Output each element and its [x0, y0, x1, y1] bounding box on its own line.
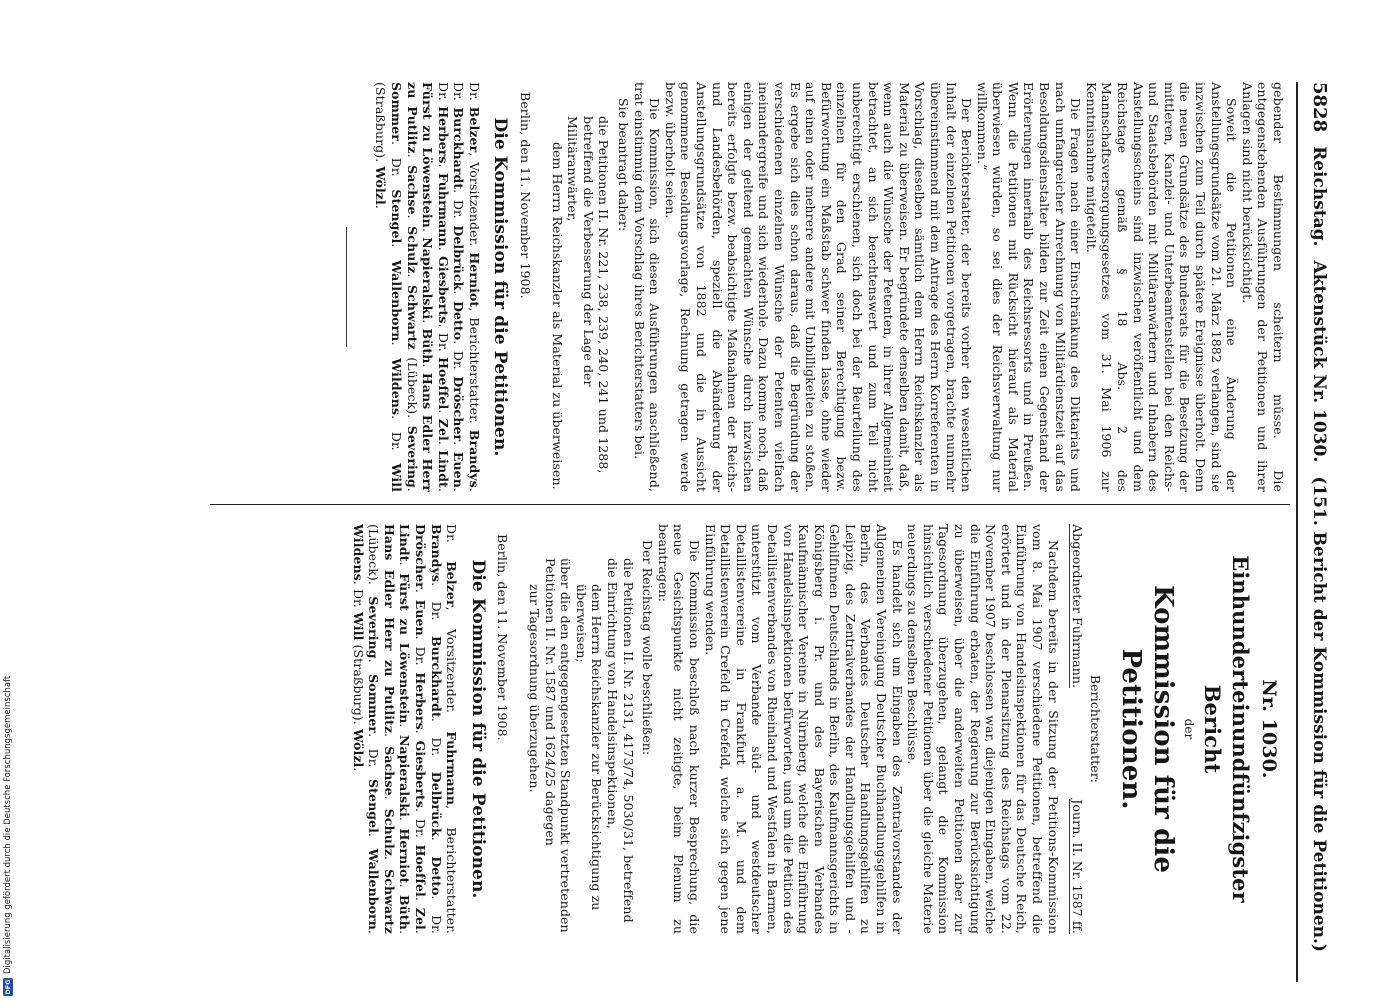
member-name: Büth — [420, 328, 436, 364]
left-column — [346, 82, 1286, 492]
commission-member — [420, 237, 435, 328]
page-number: 5828 — [1309, 82, 1330, 133]
commission-member — [373, 166, 388, 209]
left-paragraph-5: Die Kommission, sich diesen Ausführungen anschließend, trat einstimmig dem Vorschlag ihres Berichterstatters bei. — [631, 82, 663, 492]
member-role: , Berichterstatter. — [466, 307, 482, 430]
commission-member — [413, 647, 428, 741]
commission-member — [397, 524, 412, 573]
member-name: Burckhardt — [451, 107, 467, 190]
commission-member — [405, 165, 420, 226]
right-motion — [526, 558, 635, 934]
left-motion — [549, 116, 611, 492]
member-name: Will — [388, 463, 404, 492]
member-title: Dr. — [451, 82, 467, 108]
member-role: , Berichterstatter. — [444, 805, 460, 934]
member-role: . — [466, 487, 482, 492]
left-date: Berlin, den 11. November 1908. — [518, 92, 534, 299]
member-title: Dr. — [388, 431, 404, 464]
commission-member — [451, 82, 466, 200]
member-role: . — [451, 340, 467, 351]
credit-text: Digitalisierung gefördert durch die Deutsche Forschungsgemeinschaft — [3, 675, 13, 974]
commission-member — [382, 746, 397, 809]
member-name: Schulz — [381, 808, 397, 857]
member-name: Lindt — [397, 524, 413, 562]
member-role: . — [420, 227, 436, 238]
member-role: . — [435, 163, 451, 173]
commission-member — [397, 573, 412, 735]
member-name: Herniot — [397, 828, 413, 884]
member-role: (Lübeck). — [404, 349, 420, 426]
left-end-rule — [346, 227, 347, 347]
member-role: . — [428, 717, 444, 738]
member-name: Detto — [428, 856, 444, 896]
left-paragraph-3: Die Fragen nach einer Einschränkung des Diktariats und nach umfangreicher Anrechnung von Militärdienstzeit auf das Besoldungsdienstalter bilden zur Zeit einen Gegenstand der Erörterungen innerhalb des Reichsressorts und in Preußen. Wenn die Petitionen mit Rücksicht hierauf als Material überwiesen würden, so sei dies der Reichsverwaltung nur willkommen.“ — [974, 82, 1084, 492]
commission-member — [451, 452, 466, 492]
member-role: , Vorsitzender. — [444, 606, 460, 732]
member-name: Herbers — [435, 106, 451, 164]
member-role: . — [397, 883, 413, 896]
left-motion-petitions: die Petitionen II. Nr. 221, 238, 239, 240, 241 und 1288, betreffend die Verbesserung der Lage der Militäranwärter, — [565, 116, 612, 474]
member-title: Dr. — [435, 82, 451, 107]
left-paragraph-2: Soweit die Petitionen eine Änderung der Anstellungsgrundsätze vom 21. März 1882 verlangen, sind sie inzwischen zum Teil durch spätere Ereignisse überholt. Denn die neuen Grundsätze des Bundesrats für die Besetzung der mittleren, Kanzlei- und Unterbeamtenstellen bei den Reichs- und Staatsbehörden mit Militäranwärtern und Inhabern des Anstellungsscheins sind inzwischen veröffentlicht und dem Reichstage gemäß § 18 Abs. 2 des Mannschaftsversorgungsgesetzes vom 31. Mai 1906 zur Kenntnisnahme mitgeteilt. — [1083, 82, 1240, 492]
member-role: . — [381, 733, 397, 747]
commission-member — [444, 731, 459, 934]
member-name: Wallenborn — [366, 848, 382, 930]
reporter-label: Berichterstatter: — [1087, 674, 1103, 784]
member-name: Hoeffel — [435, 357, 451, 410]
member-role: . — [420, 363, 436, 373]
member-role: . — [435, 323, 451, 333]
commission-member — [451, 301, 466, 351]
member-role: . — [373, 204, 389, 209]
commission-member — [451, 351, 466, 452]
commission-member — [382, 524, 397, 746]
member-title: Dr. — [444, 524, 460, 562]
scanned-page — [180, 72, 1330, 992]
member-name: Hans Edler Herr zu Putlitz — [404, 82, 436, 492]
member-name: Fuhrmann — [444, 731, 460, 806]
member-name: Stengel — [388, 189, 404, 244]
member-role: . — [420, 319, 436, 329]
member-name: Sommer — [388, 82, 404, 141]
member-role: . — [428, 895, 444, 916]
member-name: Giesberts — [413, 740, 429, 809]
member-name: Delbrück — [451, 225, 467, 291]
member-name: Herbers — [413, 672, 429, 730]
member-name: Burckhardt — [428, 636, 444, 718]
member-role: . — [366, 733, 382, 749]
right-date: Berlin, den 11. November 1908. — [495, 534, 511, 741]
member-name: Zel — [435, 418, 451, 441]
commission-member — [405, 285, 420, 426]
commission-member — [444, 524, 459, 731]
header-rule — [1296, 82, 1298, 982]
member-role: . — [404, 487, 420, 492]
member-role: . — [435, 246, 451, 257]
commission-member — [405, 226, 420, 285]
member-name: Wallenborn — [388, 260, 404, 342]
member-role: . — [404, 273, 420, 285]
right-commission-title: Die Kommission für die Petitionen. — [467, 559, 488, 899]
member-role: . — [366, 929, 382, 934]
right-paragraph-4: Der Reichstag wolle beschließen: — [640, 540, 656, 756]
member-role: . — [381, 795, 397, 809]
member-role: . — [413, 808, 429, 819]
commission-member — [397, 895, 412, 934]
member-name: Wildens — [350, 524, 366, 581]
commission-member — [366, 849, 381, 934]
member-name: Dröscher — [413, 524, 429, 589]
member-name: Fuhrmann — [435, 172, 451, 247]
commission-member — [429, 602, 444, 738]
left-paragraph-4: Der Berichterstatter, der bereits vorher den wesentlichen Inhalt der einzelnen Petitionen vorgetragen, brachte nunmehr übereinstimmend mit dem Antrage des Herrn Korreferenten in Vorschlag, dieselben sämtlich dem Herrn Reichskanzler als Material zu überweisen. Er begründete denselben damit, daß, wenn auch die Wünsche der Petenten, in ihrer Allgemeinheit betrachtet, an sich beachtenswert und zum Teil nicht unberechtigt erschienen, sich doch bei der Beurteilung des einzelnen für den Grad seiner Berechtigung bezw. Befürwortung ein Maßstab schwer finden lasse, ohne wieder auf einen oder mehrere andere mit Unbilligkeiten zu stoßen. Es ergebe sich dies schon daraus, daß die Begründung der verschiedenen einzelnen Wünsche der Petenten vielfach ineinandergreife und sich wiederhole. Dazu komme noch, daß einigen der geltend gemachten Wünsche durch inzwischen bereits erfolgte bezw. beabsichtigte Maßnahmen der Reichs- und Landesbehörden, speziell die Abänderung der Anstellungsgrundsätze von 1882 und die in Aussicht genommene Besoldungsvorlage, Rechnung getragen werde bezw. überholt seien. — [662, 82, 975, 492]
member-name: Wildens — [388, 358, 404, 416]
report-number: Nr. 1030. — [1258, 679, 1280, 779]
member-role: . — [428, 836, 444, 857]
right-paragraph-2: Es handelt sich um Eingaben des Zentralvorstandes der Allgemeinen Vereinigung Deutscher Buchhandlungsgehilfen in Berlin, des Verbandes Deutscher Handlungsgehilfen zu Leipzig, des Zentralverbandes der Handlungsgehilfen und -Gehilfinnen Deutschlands in Berlin, des Kaufmannsgerichts in Königsberg i. Pr. und des Bayerischen Verbandes Kaufmännischer Vereine in Nürnberg, welche die Einführung von Handelsinspektionen befürworten, und um die Petition des Detaillistenverbandes von Rheinland und Westfalen in Barmen, unterstützt vom Verbande süd- und westdeutscher Detaillistenvereine in Frankfurt a. M. und dem Detaillistenverein Crefeld in Crefeld, welche sich gegen jene Einführung wenden. — [702, 524, 905, 934]
member-title: Dr. — [451, 199, 467, 226]
member-role: . — [428, 582, 444, 602]
member-role: . — [413, 896, 429, 908]
member-role: (Straßburg). — [350, 640, 366, 729]
member-role: . — [413, 729, 429, 741]
commission-member — [436, 173, 451, 256]
member-name: Delbrück — [428, 771, 444, 837]
member-title: Dr. — [466, 82, 482, 107]
member-role: . — [366, 833, 382, 849]
member-name: Brandys — [466, 429, 482, 488]
member-name: Detto — [451, 301, 467, 341]
member-role: . — [397, 561, 413, 574]
member-role: . — [435, 440, 451, 451]
member-name: Büth — [397, 895, 413, 930]
commission-member — [467, 252, 482, 429]
commission-member — [397, 828, 412, 895]
member-role: . — [397, 929, 413, 935]
member-title: Dr. — [388, 157, 404, 190]
commission-member — [436, 333, 451, 419]
member-role: (Lübeck). — [366, 524, 382, 597]
left-member-list — [373, 82, 482, 492]
member-role: . — [451, 441, 467, 452]
commission-member — [436, 450, 451, 492]
member-title: Dr. — [366, 748, 382, 780]
right-paragraph-3: Die Kommission beschloß nach kurzer Besprechung, die neue Gesichtspunkte nicht zeitigte, beim Plenum zu beantragen: — [655, 524, 702, 934]
commission-member — [429, 856, 444, 915]
member-role: . — [451, 487, 467, 492]
commission-member — [436, 256, 451, 333]
commission-member — [429, 524, 444, 602]
member-role: , Vorsitzender. — [466, 152, 482, 253]
commission-member — [389, 358, 404, 432]
member-name: Severing — [404, 425, 420, 488]
commission-member — [366, 674, 381, 749]
right-motion-action-2: zur Tagesordnung überzugehen. — [527, 584, 543, 793]
commission-member — [413, 819, 428, 908]
commission-member — [389, 158, 404, 260]
member-name: Severing — [366, 596, 382, 659]
member-name: Belzer — [466, 106, 482, 153]
member-title: Dr. — [428, 915, 444, 934]
commission-member — [351, 524, 366, 589]
member-name: Herniot — [466, 252, 482, 308]
member-role: (Straßburg). — [373, 82, 389, 167]
member-name: Lindt — [435, 450, 451, 488]
member-name: Hans Edler Herr zu Putlitz — [381, 524, 397, 734]
member-name: Zel — [413, 907, 429, 930]
member-title: Dr. — [428, 737, 444, 772]
commission-member — [382, 809, 397, 869]
commission-member — [436, 419, 451, 451]
commission-member — [413, 908, 428, 934]
member-title: Dr. — [428, 601, 444, 637]
commission-member — [451, 200, 466, 301]
reporter-name: Abgeordneter Fuhrmann. — [1070, 524, 1086, 689]
commission-member — [366, 749, 381, 849]
report-subject: (151. Bericht der Kommission für die Petitionen.) — [1309, 476, 1329, 952]
member-role: . — [381, 856, 397, 870]
member-title: Dr. — [350, 589, 366, 612]
commission-member — [413, 600, 428, 647]
reporter-row — [1069, 524, 1086, 934]
member-title: Dr. — [451, 350, 467, 377]
left-paragraph-1: gebender Bestimmungen scheitern müsse. Die entgegenstehenden Ausführungen der Petitionen und ihrer Anlagen sind nicht berücksichtigt. — [1239, 82, 1286, 492]
commission-heading: Kommission für die Petitionen. — [1115, 585, 1178, 873]
member-name: Stengel — [366, 779, 382, 834]
member-name: Napieralski — [420, 237, 436, 320]
member-name: Euen — [451, 451, 467, 488]
dfg-logo: DFG — [4, 979, 12, 995]
member-role: . — [350, 580, 366, 589]
right-motion-counter-petitions: über die den entgegengesetzten Standpunkt vertretenden Petitionen II. Nr. 1587 und 1624/25 dagegen — [542, 558, 574, 933]
member-name: Wölzl — [373, 166, 389, 205]
report-title: Einhunderteinundfünfzigster Bericht — [1200, 555, 1254, 903]
commission-member — [436, 82, 451, 173]
digitization-credit — [2, 596, 14, 996]
member-title: Dr. — [435, 332, 451, 358]
member-role: . — [413, 588, 429, 600]
member-role: . — [388, 415, 404, 432]
member-role: . — [388, 341, 404, 359]
member-role: . — [388, 140, 404, 158]
member-role: . — [366, 658, 382, 675]
member-name: Hoeffel — [413, 844, 429, 897]
member-name: Dröscher — [451, 376, 467, 442]
member-name: Schwartz — [381, 869, 397, 934]
member-name: Will — [350, 611, 366, 641]
member-role: . — [397, 816, 413, 829]
member-role: . — [404, 214, 420, 227]
member-name: Schulz — [404, 226, 420, 274]
member-name: Giesberts — [435, 256, 451, 324]
right-paragraph-1: Nachdem bereits in der Sitzung der Petitions-Kommission vom 8. Mai 1907 verschiedene Petitionen, betreffend die Einführung von Handelsinspektionen für das Deutsche Reich, erörtert und in der Plenarsitzung des Reichstags vom 22. November 1907 beschlossen war, diejenigen Eingaben, welche die Einführung erbaten, der Regierung zur Berücksichtigung zu überweisen, über die anderweiten Petitionen aber zur Tagesordnung überzugehen, gelangt die Kommission hinsichtlich verschiedener Petitionen über die gleiche Materie neuerdings zu denselben Beschlüsse. — [905, 524, 1061, 934]
commission-member — [405, 426, 420, 492]
commission-member — [351, 729, 366, 772]
member-title: Dr. — [413, 818, 429, 845]
member-role: . — [397, 723, 413, 735]
member-role: . — [413, 929, 429, 934]
right-member-list — [350, 524, 459, 934]
commission-member — [389, 260, 404, 358]
commission-member — [389, 82, 404, 158]
report-title-der: der — [1182, 718, 1197, 740]
left-motion-action: dem Herrn Reichskanzler als Material zu überweisen. — [549, 142, 565, 490]
commission-member — [351, 589, 366, 729]
commission-member — [467, 82, 482, 252]
commission-member — [420, 329, 435, 373]
member-name: Schwartz — [404, 284, 420, 350]
member-name: Belzer — [444, 561, 460, 607]
column-divider — [210, 504, 1290, 505]
member-name: Fürst zu Löwenstein — [420, 82, 436, 228]
document-number: Aktenstück Nr. 1030. — [1309, 260, 1329, 463]
member-name: Brandys — [428, 524, 444, 583]
member-name: Wölzl — [350, 728, 366, 768]
publication-name: Reichstag. — [1309, 146, 1329, 247]
right-column — [350, 524, 1286, 934]
left-paragraph-6: Sie beantragt daher: — [616, 98, 632, 232]
right-motion-action-1: dem Herrn Reichskanzler zur Berücksichtigung zu überweisen; — [573, 584, 605, 911]
commission-member — [413, 741, 428, 819]
member-role: . — [435, 409, 451, 419]
commission-member — [397, 735, 412, 829]
member-role: . — [451, 189, 467, 200]
member-name: Fürst zu Löwenstein — [397, 573, 413, 724]
member-role: . — [350, 767, 366, 772]
right-motion-petitions: die Petitionen II. Nr. 2131, 4173/74, 5030/31, betreffend die Einrichtung von Handelsinspektionen, — [605, 558, 636, 923]
member-name: Napieralski — [397, 734, 413, 817]
member-role: . — [413, 635, 429, 647]
running-head — [1304, 82, 1330, 982]
member-role: . — [404, 153, 420, 166]
commission-member — [467, 430, 482, 492]
journal-number: Journ. II. Nr. 1587 ff. — [1070, 799, 1086, 934]
member-role: . — [435, 487, 451, 492]
member-title: Dr. — [413, 646, 429, 673]
commission-member — [429, 737, 444, 856]
member-role: . — [451, 290, 467, 302]
commission-member — [420, 82, 435, 237]
member-name: Sachse — [381, 746, 397, 796]
left-commission-title: Die Kommission für die Petitionen. — [490, 117, 511, 457]
member-name: Sachse — [404, 165, 420, 215]
member-name: Sommer — [366, 674, 382, 734]
commission-member — [366, 596, 381, 674]
member-name: Euen — [413, 599, 429, 636]
member-role: . — [388, 243, 404, 261]
